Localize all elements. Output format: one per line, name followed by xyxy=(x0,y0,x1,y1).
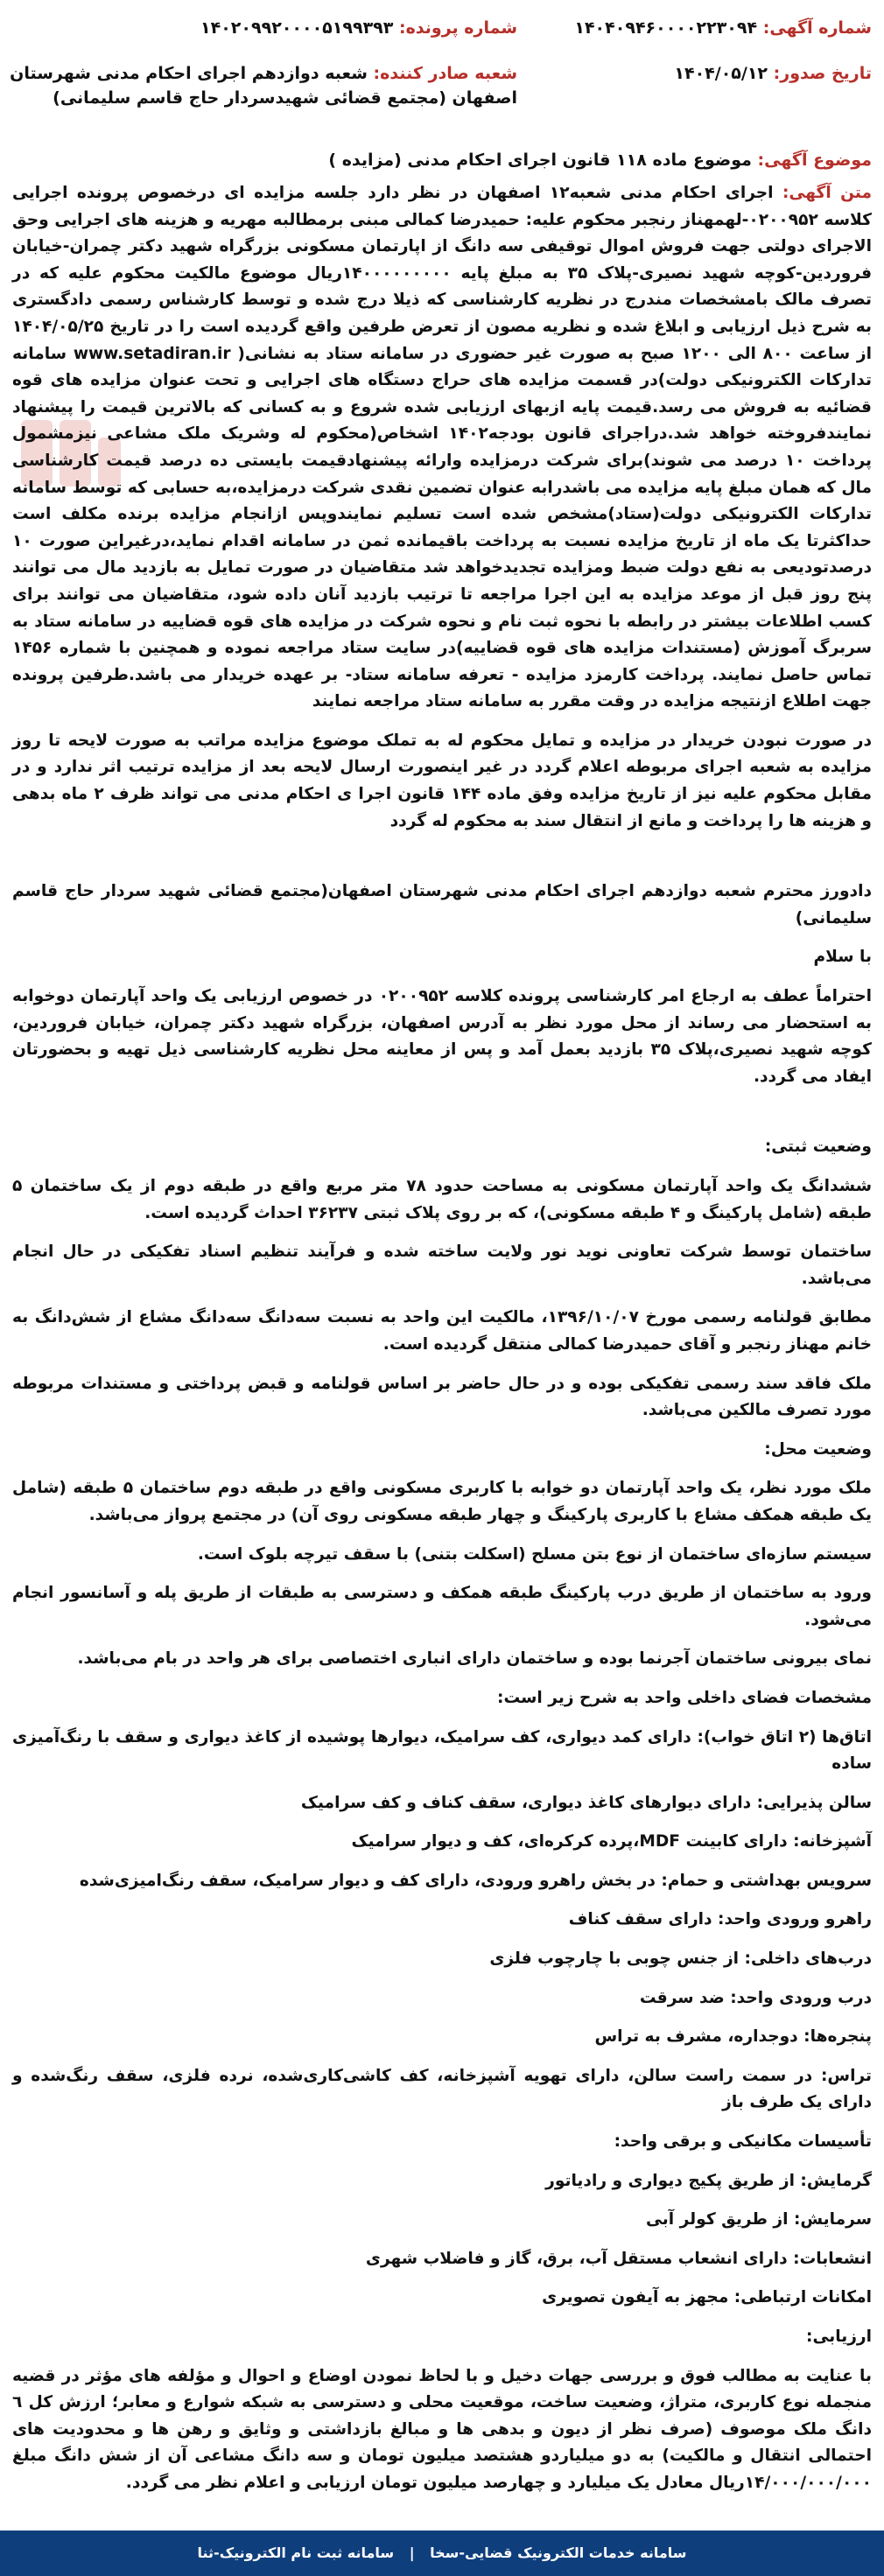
spec-item: راهرو ورودی واحد: دارای سقف کناف xyxy=(568,1910,872,1929)
site-item: نمای بیرونی ساختمان آجرنما بوده و ساختمان دارای انباری اختصاصی برای هر واحد در بام می‌باشد. xyxy=(77,1649,872,1669)
case-number-label: شماره پرونده: xyxy=(398,18,517,38)
footer-link-sana[interactable]: سامانه ثبت نام الکترونیک-ثنا xyxy=(197,2544,395,2561)
ad-number-value: ۱۴۰۴۰۹۴۶۰۰۰۰۲۲۳۰۹۴ xyxy=(574,18,758,38)
body-p1-text: اجرای احکام مدنی شعبه۱۲ اصفهان در نظر دارد جلسه مزایده ای درخصوص پرونده اجرایی کلاسه ۰۲۰۰۹۵۲-لهمهناز رنجبر محکوم علیه: حمیدرضا کمالی مبنی برمطالبه مهریه و هزینه های اجرایی وحق الاجرای دولتی جهت فروش اموال توقیفی سه دانگ از اپارتمان مسکونی بزرگراه شهید دکتر چمران-خیابان فروردین-کوچه شهید نصیری-پلاک ۳۵ به مبلغ پایه ۱۴۰۰۰۰۰۰۰۰۰ریال موضوع مالکیت محکوم علیه که در تصرف مالک بامشخصات مندرج در نظریه کارشناسی که ذیلا درج شده و توسط کارشناس رسمی دادگستری به شرح ذیل ارزیابی و ابلاغ شده و نظریه مصون از تعرض طرفین واقع گردیده است را در تاریخ ۱۴۰۴/۰۵/۲۵ از ساعت ۸۰۰ الی ۱۲۰۰ صبح به صورت غیر حضوری در سامانه ستاد به نشانی( www.setadiran.ir سامانه تدارکات الکترونیکی دولت)در قسمت مزایده های حراج دستگاه های اجرایی و تحت عنوان مزایده های قوه قضائیه به فروش می رسد.قیمت پایه ازبهای ارزیابی شده شروع و به کسانی که بالاترین قیمت را پیشنهاد نمایندفروخته خواهد شد.دراجرای قانون بودجه۱۴۰۲ اشخاص(محکوم له وشریک ملک مشاعی نیزمشمول پرداخت ۱۰ درصد می شوند)برای شرکت درمزایده وارائه پیشنهادقیمت بایستی ده درصد قیمت کارشناسی مال که همان مبلغ پایه مزایده می باشدرابه عنوان تضمین نقدی شرکت درمزایده،به حسابی که توسط سامانه تدارکات الکترونیکی دولت(ستاد)مشخص شده است تسلیم نمایندوپس ازانجام مزایده برنده مکلف است حداکثرتا یک ماه از تاریخ مزایده نسبت به پرداخت باقیمانده ثمن در سامانه اقدام نماید،درغیراین صورت ۱۰ درصدتودیعی به نفع دولت ضبط ومزایده تجدیدخواهد شد متقاضیان در صورت تمایل به بازدید مال می توانند پنج روز قبل از موعد مزایده به این اجرا مراجعه تا ترتیب بازدید آنان داده شود، متقاضیان می توانند برای کسب اطلاعات بیشتر در رابطه با نحوه ثبت نام و نحوه شرکت در مزایده های قوه قضاییه در سامانه ستاد به سربرگ آموزش (مستندات مزایده های قوه قضاییه)در سایت ستاد مراجعه نموده و همچنین با شماره ۱۴۵۶ تماس حاصل نمایند. پرداخت کارمزد مزایده - تعرفه سامانه ستاد- بر عهده خریدار می باشد.طرفین پرونده جهت اطلاع ازنتیجه مزایده در وقت مقرر به سامانه ستاد مراجعه نمایند xyxy=(12,184,872,711)
issue-date-label: تاریخ صدور: xyxy=(773,64,872,83)
registration-title: وضعیت ثبتی: xyxy=(764,1138,872,1157)
spacer xyxy=(12,1102,872,1134)
mechanical-item: سرمایش: از طریق کولر آبی xyxy=(645,2210,872,2230)
ad-number-field xyxy=(539,16,872,40)
footer-link-sakha[interactable]: سامانه خدمات الکترونیک قضایی-سخا xyxy=(430,2544,687,2561)
site-item: ورود به ساختمان از طریق درب پارکینگ طبقه همکف و دسترسی به طبقات از طریق پله و آسانسور انجام می‌شود. xyxy=(12,1584,872,1629)
site-title: وضعیت محل: xyxy=(764,1439,872,1459)
footer-separator: | xyxy=(409,2544,415,2561)
mechanical-item: امکانات ارتباطی: مجهز به آیفون تصویری xyxy=(542,2288,872,2307)
report-greeting: با سلام xyxy=(813,948,872,967)
spec-item: تراس: در سمت راست سالن، دارای تهویه آشپزخانه، کف کاشی‌کاری‌شده، نرده فلزی، سقف رنگ‌شده و دارای یک طرف باز xyxy=(12,2066,872,2112)
subject-text: موضوع ماده ۱۱۸ قانون اجرای احکام مدنی (مزایده ) xyxy=(328,150,752,170)
evaluation-title: ارزیابی: xyxy=(806,2328,872,2346)
registration-item: ساختمان توسط شرکت تعاونی نوید نور ولایت ساخته شده و فرآیند تنظیم اسناد تفکیکی در حال انجام می‌باشد. xyxy=(12,1242,872,1288)
site-item: سیستم سازه‌ای ساختمان از نوع بتن مسلح (اسکلت بتنی) با سقف تیرچه بلوک است. xyxy=(197,1544,872,1564)
branch-value: شعبه دوازدهم اجرای احکام مدنی شهرستان اصفهان (مجتمع قضائی شهیدسردار حاج قاسم سلیمانی) xyxy=(10,64,517,108)
spec-title: مشخصات فضای داخلی واحد به شرح زیر است: xyxy=(497,1688,872,1707)
body-paragraph-1 xyxy=(12,180,872,716)
issue-date-value: ۱۴۰۴/۰۵/۱۲ xyxy=(674,64,768,83)
body-paragraph-2: در صورت نبودن خریدار در مزایده و تمایل محکوم له به تملک موضوع مزایده مراتب به صورت لایحه تا روز مزایده به شعبه اجرای مربوطه اعلام گردد در غیر اینصورت ارسال لایحه بعد از مزایده ترتیب اثر ندارد و در مقابل محکوم علیه نیز از تاریخ مزایده وفق ماده ۱۴۴ قانون اجرا ی احکام مدنی می تواند ظرف ۲ ماه بدهی و هزینه ها را پرداخت و مانع از انتقال سند به محکوم له گردد xyxy=(12,731,872,830)
spec-item: سالن پذیرایی: دارای دیوارهای کاغذ دیواری، سقف کناف و کف سرامیک xyxy=(300,1793,872,1812)
case-number-value: ۱۴۰۲۰۹۹۲۰۰۰۰۵۱۹۹۳۹۳ xyxy=(200,18,394,38)
report-intro: احتراماً عطف به ارجاع امر کارشناسی پرونده کلاسه ۰۲۰۰۹۵۲ در خصوص ارزیابی یک واحد آپارتمان دوخوابه به استحضار می رساند از محل مورد نظر به آدرس اصفهان، بزرگراه شهید دکتر چمران، خیابان فروردین، کوچه شهید نصیری،پلاک ۳۵ بازدید بعمل آمد و پس از معاینه محل نظریه کارشناسی ذیل تهیه و بحضورتان ایفاد می گردد. xyxy=(12,987,872,1086)
site-item: ملک مورد نظر، یک واحد آپارتمان دو خوابه با کاربری مسکونی واقع در طبقه دوم ساختمان ۵ طبقه (شامل یک طبقه همکف مشاع با کاربری پارکینگ و چهار طبقه مسکونی روی آن) در مجتمع پرواز می‌باشد. xyxy=(12,1479,872,1524)
spec-item: درب ورودی واحد: ضد سرقت xyxy=(639,1988,872,2007)
case-number-field xyxy=(1,16,517,40)
spacer xyxy=(12,847,872,878)
branch-label: شعبه صادر کننده: xyxy=(373,64,517,83)
mechanical-title: تأسیسات مکانیکی و برقی واحد: xyxy=(614,2132,872,2152)
ad-number-label: شماره آگهی: xyxy=(762,18,872,38)
mechanical-item: انشعابات: دارای انشعاب مستقل آب، برق، گاز و فاضلاب شهری xyxy=(365,2249,872,2268)
spec-item: درب‌های داخلی: از جنس چوبی با چارچوب فلزی xyxy=(489,1950,872,1969)
issue-date-field xyxy=(539,61,872,86)
spec-item: آشپزخانه: دارای کابینت MDF،پرده کرکره‌ای، کف و دیوار سرامیک xyxy=(351,1832,872,1852)
registration-item: ملک فاقد سند رسمی تفکیکی بوده و در حال حاضر بر اساس قولنامه و قبض پرداختی و مستندات مربوطه مورد تصرف مالکین می‌باشد. xyxy=(12,1374,872,1420)
mechanical-item: گرمایش: از طریق پکیج دیواری و رادیاتور xyxy=(545,2171,872,2190)
body-label: متن آگهی: xyxy=(782,184,872,202)
subject-line xyxy=(12,147,872,173)
spec-item: پنجره‌ها: دوجداره، مشرف به تراس xyxy=(594,2027,872,2047)
subject-label: موضوع آگهی: xyxy=(757,150,872,170)
branch-field xyxy=(1,61,517,110)
notice-body xyxy=(12,180,872,2510)
registration-item: مطابق قولنامه رسمی مورخ ۱۳۹۶/۱۰/۰۷، مالکیت این واحد به نسبت سه‌دانگ سه‌دانگ مشاع از شش‌دانگ به خانم مهناز رنجبر و آقای حمیدرضا کمالی منتقل گردیده است. xyxy=(12,1308,872,1354)
registration-item: ششدانگ یک واحد آپارتمان مسکونی به مساحت حدود ۷۸ متر مربع واقع در طبقه دوم از یک ساختمان ۵ طبقه (شامل پارکینگ و ۴ طبقه مسکونی)، که بر روی پلاک ثبتی ۳۶۲۳۷ احداث گردیده است. xyxy=(12,1177,872,1222)
notice-header xyxy=(12,16,872,121)
site-footer xyxy=(0,2530,884,2576)
evaluation-text: با عنایت به مطالب فوق و بررسی جهات دخیل و با لحاظ نمودن اوضاع و احوال و مؤلفه های مؤثر در قضیه منجمله نوع کاربری، متراژ، وضعیت ساخت، موقعیت محلی و دسترسی به شبکه شوارع و معابر؛ ارزش کل ٦ دانگ ملک موصوف (صرف نظر از دیون و بدهی ها و مبالغ بازداشتی و وثایق و رهن ها و محدودیت های احتمالی انتقال و مالکیت) به دو میلیاردو هشتصد میلیون تومان و سه دانگ مشاعی آن از شش دانگ مبلغ ۱۴/۰۰۰/۰۰۰/۰۰۰ریال معادل یک میلیارد و چهارصد میلیون تومان ارزیابی و اعلام نظر می گردد. xyxy=(12,2366,872,2492)
spec-item: اتاق‌ها (۲ اتاق خواب): دارای کمد دیواری، کف سرامیک، دیوارها پوشیده از کاغذ دیواری و سقف با رنگ‌آمیزی ساده xyxy=(12,1727,872,1774)
spec-item: سرویس بهداشتی و حمام: در بخش راهرو ورودی، دارای کف و دیوار سرامیک، سقف رنگ‌امیزی‌شده xyxy=(79,1871,872,1890)
report-addressee: دادورز محترم شعبه دوازدهم اجرای احکام مدنی شهرستان اصفهان(مجتمع قضائی شهید سردار حاج قاسم سلیمانی) xyxy=(12,882,872,928)
